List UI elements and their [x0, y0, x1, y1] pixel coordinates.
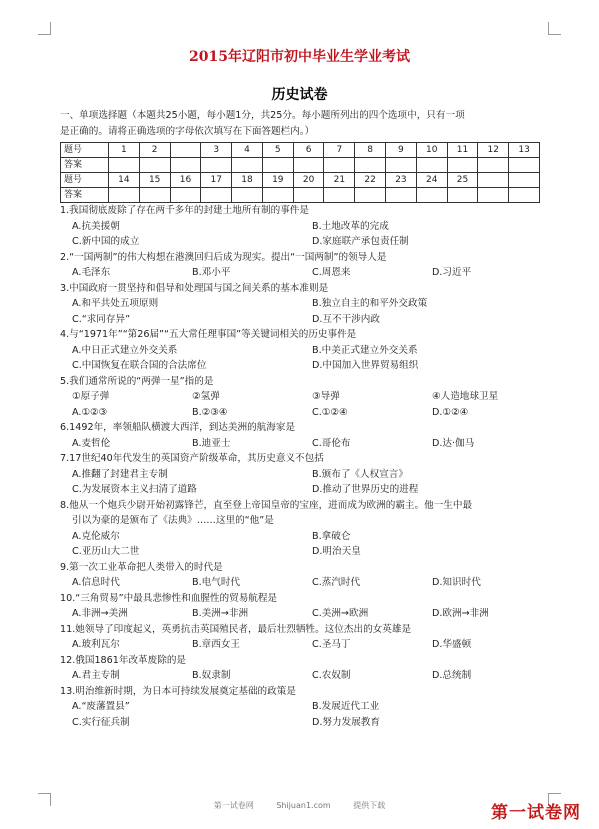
question-stem: 2.“一国两制”的伟大构想在港澳回归后成为现实。提出“一国两制”的领导人是: [60, 251, 387, 263]
answer-blank[interactable]: [139, 158, 170, 173]
question-stem: 8.他从一个炮兵少尉开始初露锋芒，直至登上帝国皇帝的宝座，进而成为欧洲的霸主。他一生中最: [60, 499, 473, 511]
question-options: [60, 699, 540, 730]
question-stem: 13.明治维新时期，为日本可持续发展奠定基础的政策是: [60, 685, 296, 697]
site-logo: 第一试卷网: [491, 803, 581, 823]
question-stem: 5.我们通常所说的“两弹一星”指的是: [60, 375, 214, 387]
corner-mark-top-right: [548, 22, 561, 35]
answer-option: C.哥伦布: [312, 437, 351, 449]
answer-option: A.君主专制: [72, 670, 120, 681]
answer-option: D.明治天皇: [312, 546, 361, 557]
footer-right: 提供下载: [353, 801, 386, 810]
answer-option: B.电气时代: [192, 577, 241, 588]
answer-option: B.②③④: [192, 406, 228, 418]
answer-option: D.欧洲→非洲: [432, 608, 489, 619]
question-options: [60, 265, 540, 281]
answer-table-cell: 17: [201, 173, 232, 188]
answer-option: B.邓小平: [192, 267, 231, 278]
question-options: [60, 296, 540, 327]
answer-blank[interactable]: [262, 158, 293, 173]
answer-blank[interactable]: [386, 158, 417, 173]
answer-option: A.信息时代: [72, 577, 120, 588]
answer-blank[interactable]: [170, 188, 201, 203]
answer-blank[interactable]: [232, 188, 263, 203]
answer-table-answer-row-1: [61, 158, 540, 173]
question-item: [60, 498, 540, 560]
answer-table-cell: 25: [447, 173, 478, 188]
answer-blank[interactable]: [386, 188, 417, 203]
question-options: [60, 529, 540, 560]
exam-content: [60, 108, 540, 730]
question-stem: 10.“三角贸易”中最具悲惨性和血腥性的贸易航程是: [60, 592, 278, 604]
question-stem: 1.我国彻底废除了存在两千多年的封建土地所有制的事件是: [60, 205, 309, 216]
answer-option: A.中日正式建立外交关系: [72, 344, 178, 356]
answer-table-cell: 12: [478, 143, 509, 158]
answer-option: ①原子弹: [72, 391, 110, 402]
answer-blank[interactable]: [416, 158, 447, 173]
answer-blank[interactable]: [293, 158, 324, 173]
answer-option: D.总统制: [432, 670, 472, 681]
answer-table-cell: 18: [232, 173, 263, 188]
answer-option: C.实行征兵制: [72, 716, 130, 728]
answer-blank[interactable]: [109, 158, 140, 173]
question-stem: 11.她领导了印度起义，英勇抗击英国殖民者，最后壮烈牺牲。这位杰出的女英雄是: [60, 623, 412, 635]
answer-option: C.亚历山大二世: [72, 546, 140, 557]
answer-table-label: 题号: [61, 173, 109, 188]
answer-option: D.努力发展教育: [312, 716, 380, 728]
question-stem: 7.17世纪40年代发生的英国资产阶级革命，其历史意义不包括: [60, 453, 324, 464]
answer-table-header-row-1: [61, 143, 540, 158]
answer-table-header-row-2: [61, 173, 540, 188]
answer-option: C.为发展资本主义扫清了道路: [72, 484, 197, 495]
answer-table-cell: 15: [139, 173, 170, 188]
answer-option: C.农奴制: [312, 670, 351, 681]
question-options: [60, 343, 540, 374]
question-list: [60, 203, 540, 730]
answer-blank[interactable]: [139, 188, 170, 203]
answer-table-cell: 23: [386, 173, 417, 188]
question-item: [60, 203, 540, 250]
answer-option: D.达·伽马: [432, 437, 475, 449]
answer-blank[interactable]: [509, 188, 540, 203]
answer-table-cell: 21: [324, 173, 355, 188]
answer-blank[interactable]: [109, 188, 140, 203]
answer-option: A.推翻了封建君主专制: [72, 468, 168, 480]
answer-option: C.美洲→欧洲: [312, 608, 369, 619]
answer-table-answer-row-2: [61, 188, 540, 203]
answer-option: B.颁布了《人权宣言》: [312, 468, 408, 480]
answer-option: B.章西女王: [192, 639, 241, 650]
question-stem: 12.俄国1861年改革废除的是: [60, 654, 187, 666]
answer-option: C.蒸汽时代: [312, 577, 361, 588]
answer-option: ②氢弹: [192, 391, 220, 402]
footer-left: 第一试卷网: [213, 801, 254, 810]
question-options: [60, 668, 540, 684]
question-options: [60, 637, 540, 653]
answer-table-cell: 20: [293, 173, 324, 188]
question-item: [60, 684, 540, 731]
answer-option: B.土地改革的完成: [312, 220, 389, 232]
answer-option: D.习近平: [432, 267, 472, 278]
answer-option: B.中美正式建立外交关系: [312, 344, 418, 356]
answer-blank[interactable]: [201, 188, 232, 203]
answer-table-cell: 4: [232, 143, 263, 158]
question-options: [60, 219, 540, 250]
answer-option: ④人造地球卫星: [432, 391, 499, 402]
answer-blank[interactable]: [509, 158, 540, 173]
answer-table-cell: [170, 143, 201, 158]
answer-table-cell: 5: [262, 143, 293, 158]
answer-blank[interactable]: [324, 188, 355, 203]
question-item: [60, 560, 540, 591]
answer-option: A.克伦威尔: [72, 530, 120, 542]
answer-option: A.非洲→美洲: [72, 608, 128, 619]
answer-option: A.毛泽东: [72, 267, 111, 278]
answer-blank[interactable]: [170, 158, 201, 173]
exam-title: 2015年辽阳市初中毕业生学业考试: [189, 49, 410, 65]
answer-option: A.和平共处五项原则: [72, 298, 159, 309]
answer-option: D.①②④: [432, 406, 469, 418]
answer-option: D.华盛顿: [432, 639, 472, 650]
question-item: [60, 622, 540, 653]
answer-option: B.发展近代工业: [312, 701, 380, 712]
answer-blank[interactable]: [416, 188, 447, 203]
answer-option: B.美洲→非洲: [192, 608, 249, 619]
answer-table-cell: 19: [262, 173, 293, 188]
answer-table-cell: 2: [139, 143, 170, 158]
answer-blank[interactable]: [262, 188, 293, 203]
answer-blank[interactable]: [355, 188, 386, 203]
answer-table-cell: 10: [416, 143, 447, 158]
footer-center: Shijuan1.com: [276, 801, 331, 810]
question-options: [60, 606, 540, 622]
answer-blank[interactable]: [478, 188, 509, 203]
answer-table-cell: 8: [355, 143, 386, 158]
answer-table-cell: 1: [109, 143, 140, 158]
exam-subtitle: 历史试卷: [271, 87, 328, 103]
answer-table-cell: 7: [324, 143, 355, 158]
section-instructions: [60, 108, 540, 139]
question-item: [60, 591, 540, 622]
answer-table-cell: 11: [447, 143, 478, 158]
instructions-line-2: 是正确的。请将正确选项的字母依次填写在下面答题栏内。）: [60, 125, 315, 137]
answer-option: A.玻利瓦尔: [72, 639, 120, 650]
answer-option: A.①②③: [72, 406, 108, 418]
answer-option: D.互不干涉内政: [312, 313, 380, 325]
answer-blank[interactable]: [201, 158, 232, 173]
answer-table-cell: 14: [109, 173, 140, 188]
answer-blank[interactable]: [478, 158, 509, 173]
question-item: [60, 327, 540, 374]
answer-blank[interactable]: [447, 158, 478, 173]
answer-blank[interactable]: [232, 158, 263, 173]
answer-option: D.中国加入世界贸易组织: [312, 360, 419, 371]
answer-table-cell: 3: [201, 143, 232, 158]
answer-blank[interactable]: [355, 158, 386, 173]
answer-option: B.迪亚士: [192, 437, 231, 449]
answer-blank[interactable]: [324, 158, 355, 173]
answer-option: C.新中国的成立: [72, 236, 140, 247]
question-item: [60, 374, 540, 421]
answer-table-label: 题号: [61, 143, 109, 158]
answer-option: A.麦哲伦: [72, 437, 111, 449]
question-item: [60, 281, 540, 328]
answer-table-cell: [509, 173, 540, 188]
question-item: [60, 653, 540, 684]
answer-table-cell: 24: [416, 173, 447, 188]
answer-option: B.独立自主的和平外交政策: [312, 298, 428, 309]
answer-option: ③导弹: [312, 391, 340, 402]
instructions-line-1: 一、单项选择题（本题共25小题，每小题1分，共25分。每小题所列出的四个选项中，只有一项: [60, 110, 465, 121]
answer-option: C.周恩来: [312, 267, 351, 278]
question-options: [60, 467, 540, 498]
answer-option: D.推动了世界历史的进程: [312, 484, 419, 495]
question-options: [60, 575, 540, 591]
answer-option: C.①②④: [312, 406, 348, 418]
answer-table-label: 答案: [61, 188, 109, 203]
question-stem: 4.与“1971年”“第26届”“五大常任理事国”等关键词相关的历史事件是: [60, 329, 357, 340]
corner-mark-top-left: [38, 22, 51, 35]
answer-table-cell: 22: [355, 173, 386, 188]
answer-table-cell: 16: [170, 173, 201, 188]
answer-blank[interactable]: [293, 188, 324, 203]
answer-table-label: 答案: [61, 158, 109, 173]
answer-option: B.奴隶制: [192, 670, 231, 681]
answer-blank[interactable]: [447, 188, 478, 203]
answer-table-cell: 9: [386, 143, 417, 158]
answer-option: C.中国恢复在联合国的合法席位: [72, 360, 207, 371]
answer-table-cell: 6: [293, 143, 324, 158]
question-stem: 9.第一次工业革命把人类带入的时代是: [60, 561, 223, 573]
answer-option: C.“求同存异”: [72, 313, 131, 325]
question-options: [60, 436, 540, 452]
answer-table: [60, 142, 540, 203]
answer-option: A.抗美援朝: [72, 220, 120, 232]
question-item: [60, 451, 540, 498]
question-item: [60, 420, 540, 451]
question-item: [60, 250, 540, 281]
question-options: [60, 389, 540, 420]
answer-option: C.圣马丁: [312, 639, 351, 650]
answer-option: D.家庭联产承包责任制: [312, 236, 409, 247]
answer-table-cell: [478, 173, 509, 188]
answer-option: B.拿破仑: [312, 530, 351, 542]
answer-option: A.“废藩置县”: [72, 701, 130, 712]
question-stem: 3.中国政府一贯坚持和倡导和处理国与国之间关系的基本准则是: [60, 282, 329, 294]
answer-option: D.知识时代: [432, 577, 481, 588]
answer-table-cell: 13: [509, 143, 540, 158]
question-stem-continued: 引以为豪的是颁布了《法典》……这里的“他”是: [72, 515, 274, 526]
question-stem: 6.1492年，率领船队横渡大西洋，到达美洲的航海家是: [60, 422, 296, 433]
